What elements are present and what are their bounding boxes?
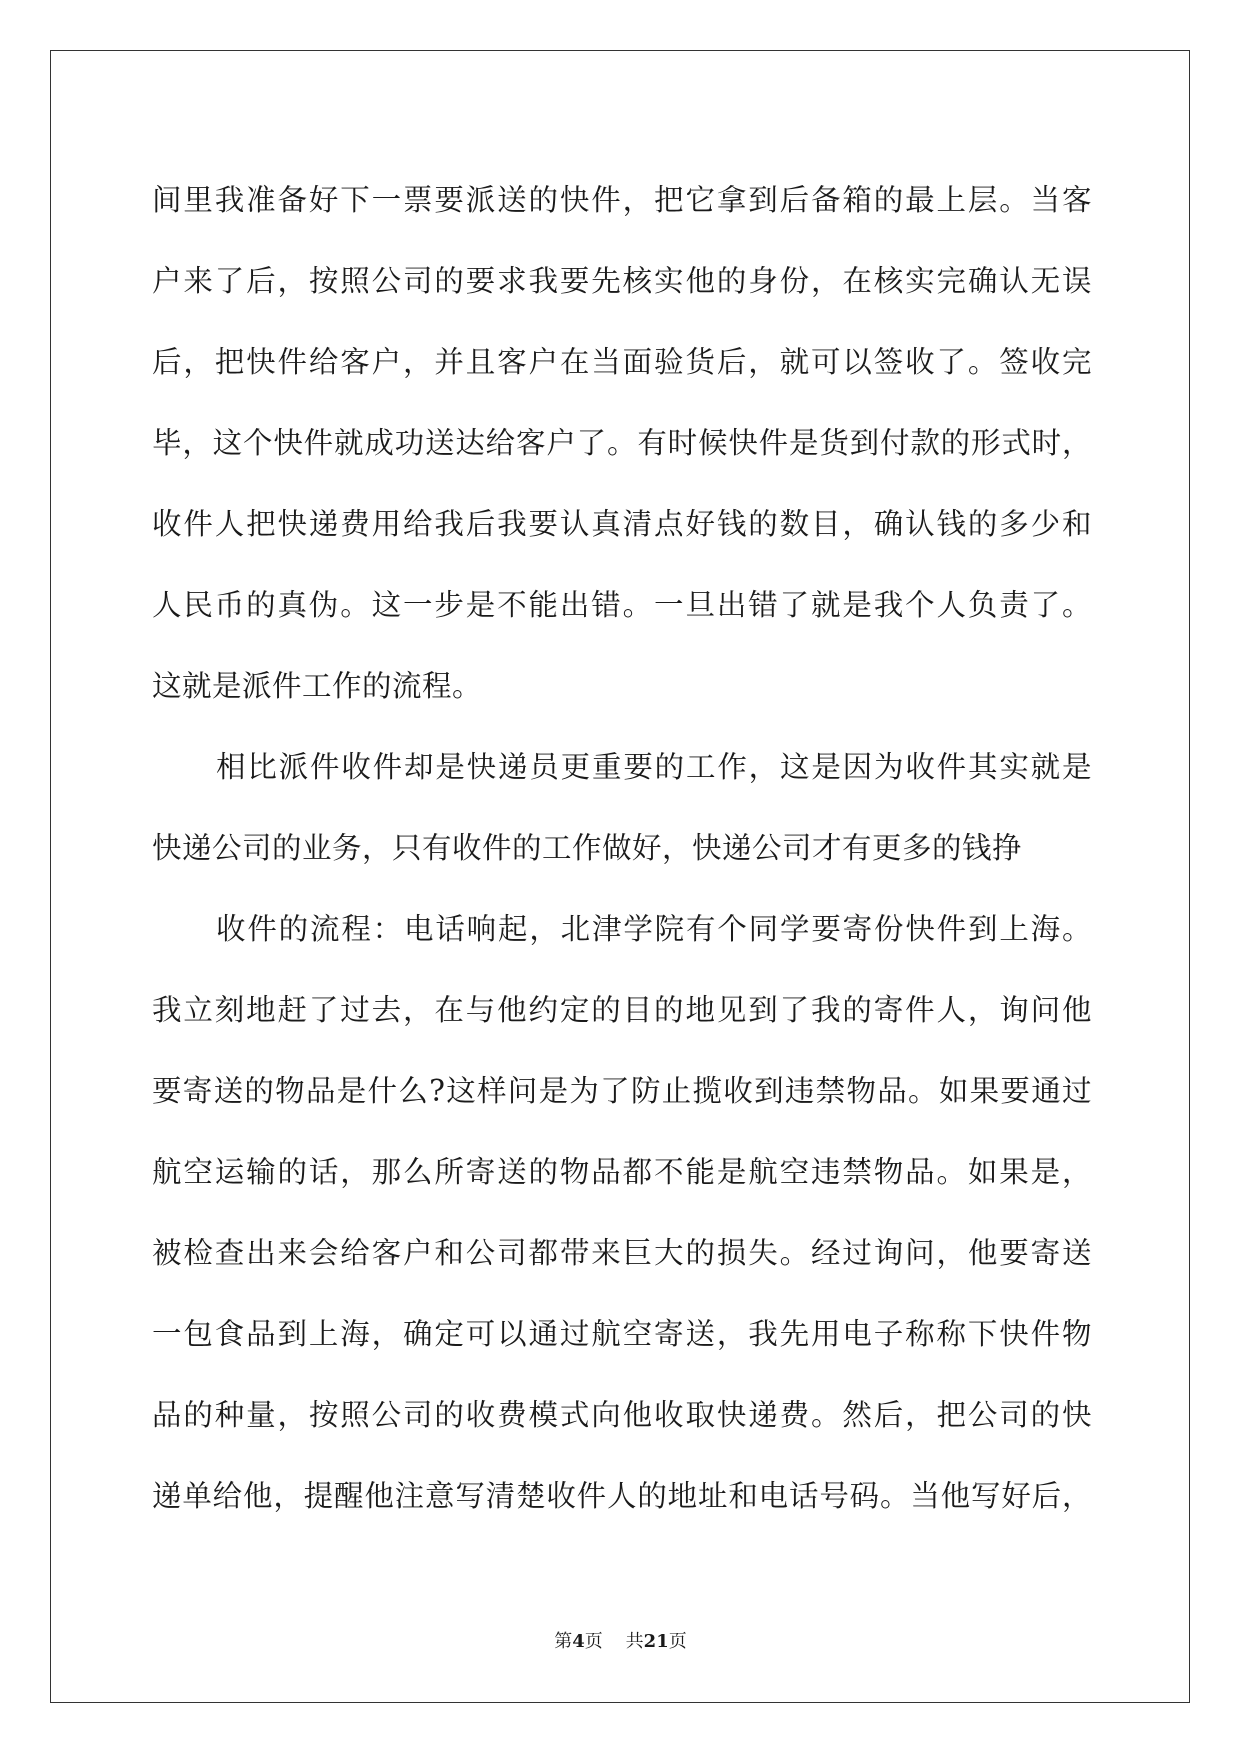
current-page-number: 4: [572, 1631, 585, 1652]
text-line: 收件人把快递费用给我后我要认真清点好钱的数目，确认钱的多少和: [152, 507, 1092, 541]
text-line: 收件的流程：电话响起，北津学院有个同学要寄份快件到上海。: [216, 912, 1092, 946]
text-line: 品的种量，按照公司的收费模式向他收取快递费。然后，把公司的快: [152, 1398, 1092, 1432]
text-line: 毕，这个快件就成功送达给客户了。有时候快件是货到付款的形式时，: [152, 426, 1092, 460]
text-line: 一包食品到上海，确定可以通过航空寄送，我先用电子称称下快件物: [152, 1317, 1092, 1351]
total-prefix: 共: [625, 1631, 644, 1652]
text-line: 户来了后，按照公司的要求我要先核实他的身份，在核实完确认无误: [152, 264, 1092, 298]
total-page-number: 21: [643, 1631, 669, 1652]
total-suffix: 页: [668, 1631, 687, 1652]
page-suffix: 页: [584, 1631, 603, 1652]
text-line: 被检查出来会给客户和公司都带来巨大的损失。经过询问，他要寄送: [152, 1236, 1092, 1270]
text-line: 航空运输的话，那么所寄送的物品都不能是航空违禁物品。如果是，: [152, 1155, 1092, 1189]
text-line: 后，把快件给客户，并且客户在当面验货后，就可以签收了。签收完: [152, 345, 1092, 379]
text-line: 间里我准备好下一票要派送的快件，把它拿到后备箱的最上层。当客: [152, 183, 1092, 217]
text-line: 我立刻地赶了过去，在与他约定的目的地见到了我的寄件人，询问他: [152, 993, 1092, 1027]
body-text: [152, 160, 1092, 1537]
text-line: 快递公司的业务，只有收件的工作做好，快递公司才有更多的钱挣: [152, 831, 1023, 865]
text-line: 递单给他，提醒他注意写清楚收件人的地址和电话号码。当他写好后，: [152, 1479, 1092, 1513]
page-footer: [0, 1627, 1241, 1653]
text-line: 人民币的真伪。这一步是不能出错。一旦出错了就是我个人负责了。: [152, 588, 1092, 622]
page-prefix: 第: [554, 1631, 573, 1652]
text-line: 相比派件收件却是快递员更重要的工作，这是因为收件其实就是: [216, 750, 1092, 784]
text-line: 这就是派件工作的流程。: [152, 669, 483, 703]
text-line: 要寄送的物品是什么?这样问是为了防止揽收到违禁物品。如果要通过: [152, 1074, 1092, 1108]
